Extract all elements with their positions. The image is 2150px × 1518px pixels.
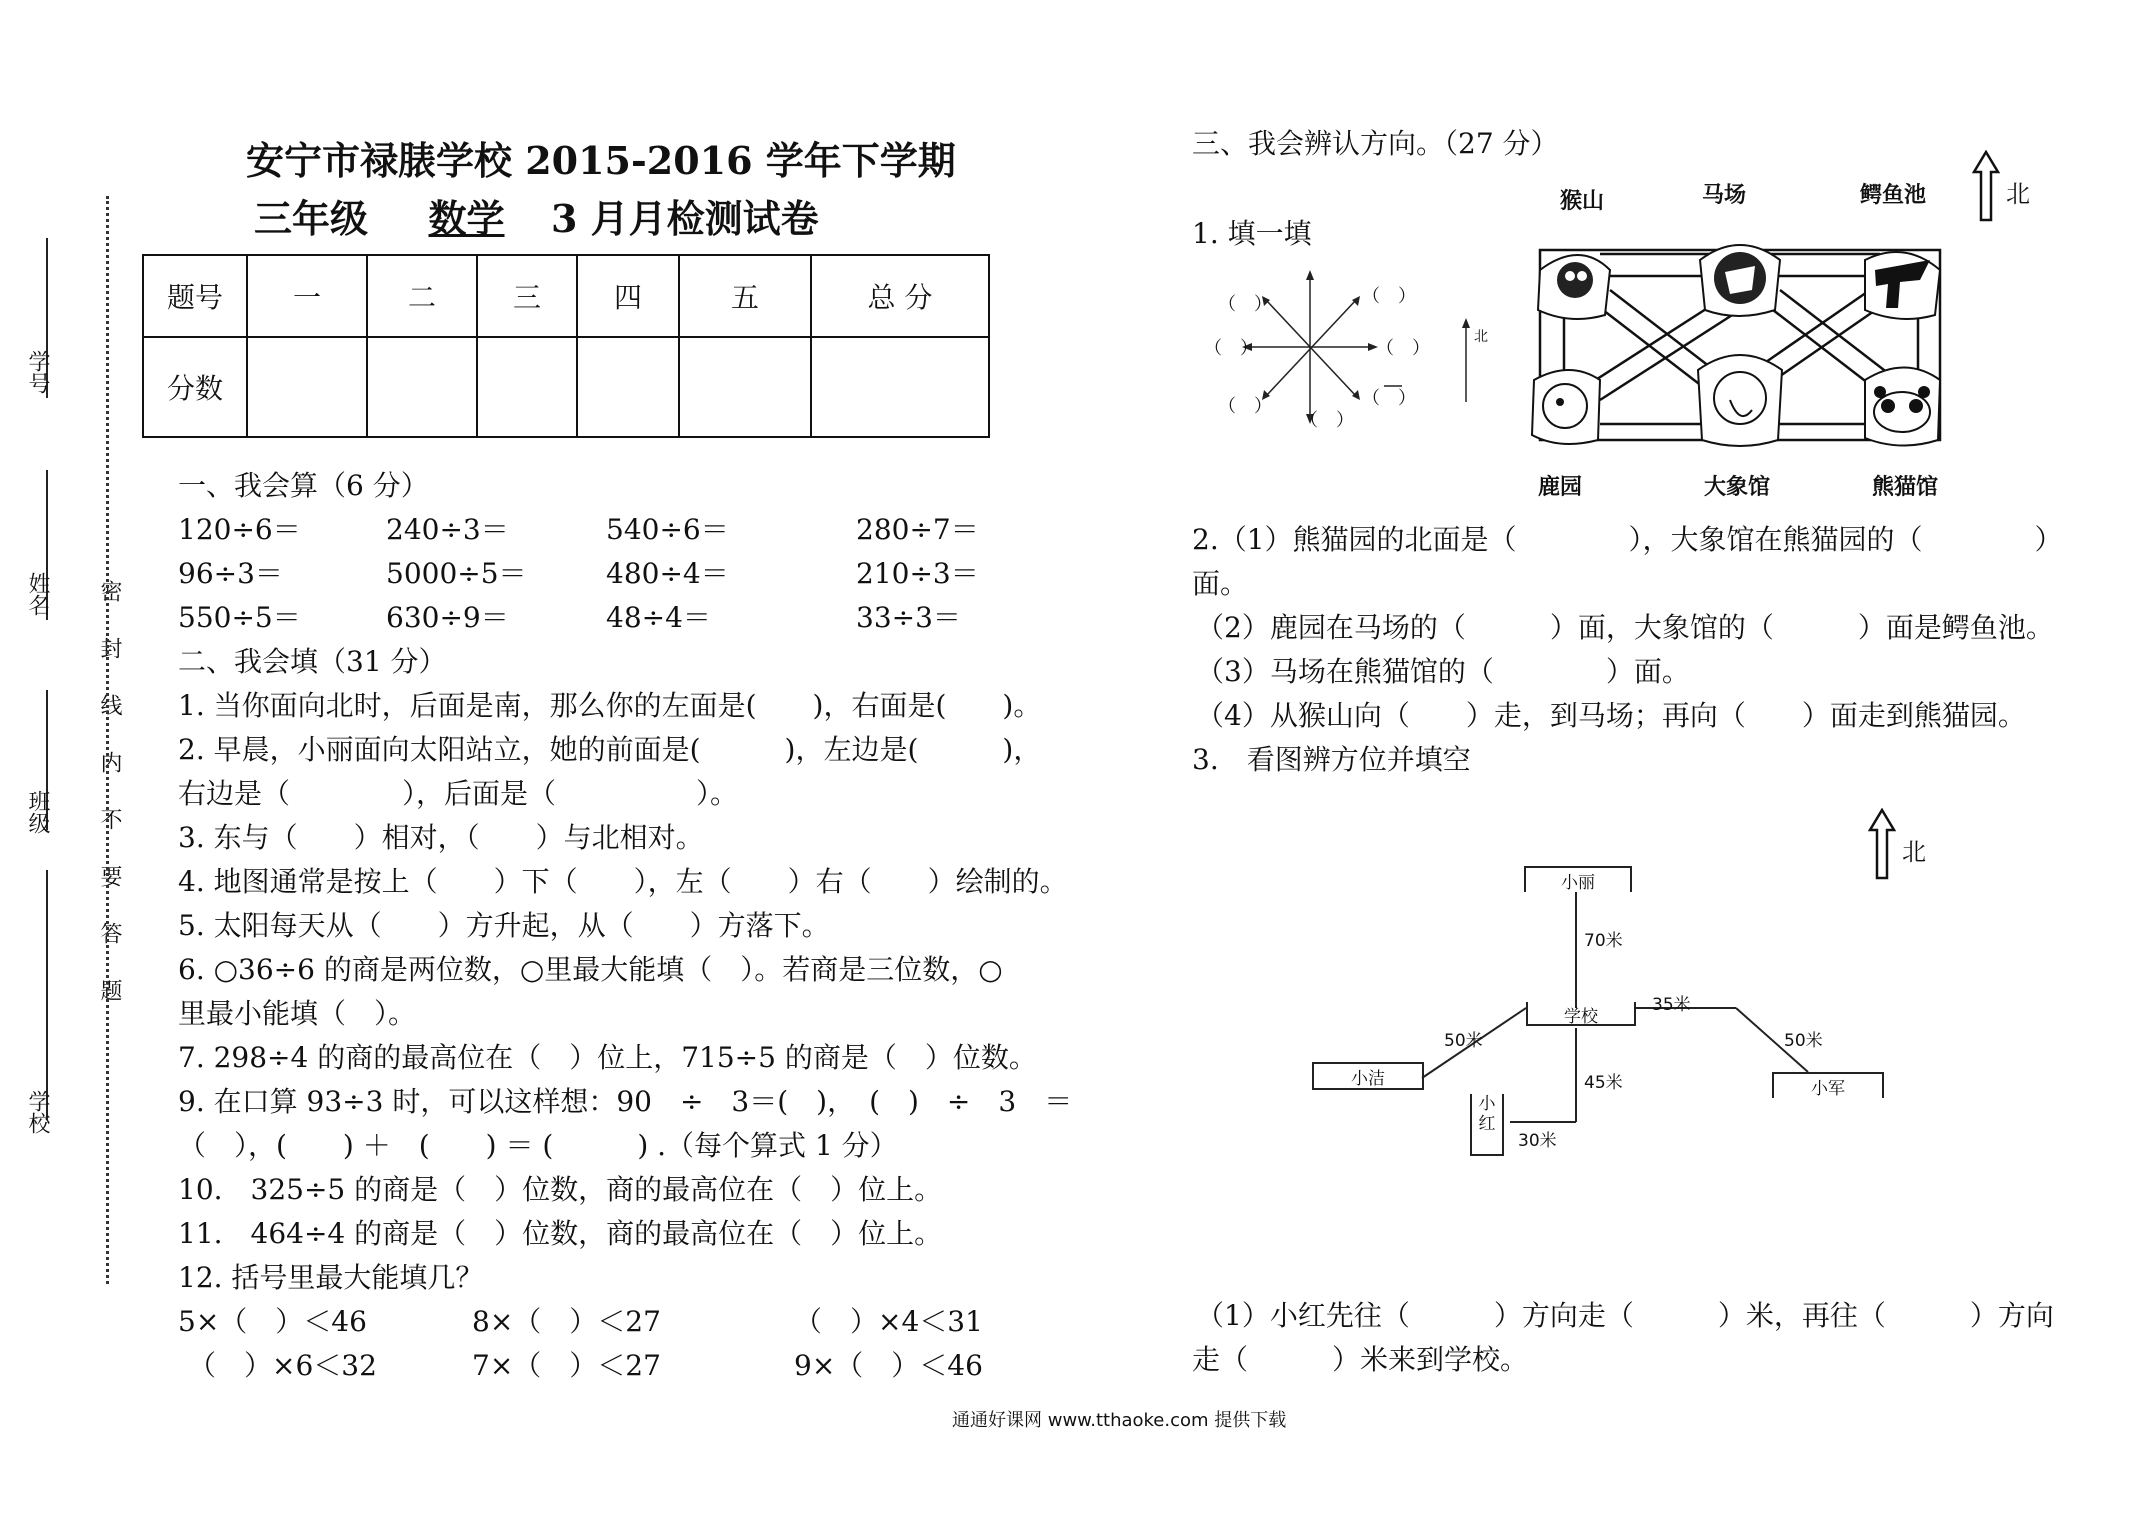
calc-item: 120÷6＝ — [178, 513, 301, 546]
map-label-elephant-hall: 大象馆 — [1704, 475, 1771, 500]
fill-question: 3. 东与（ ）相对，（ ）与北相对。 — [178, 821, 704, 854]
seal-dotted-line — [106, 196, 109, 1284]
north-label: 北 — [2006, 180, 2030, 208]
question2-line: （3）马场在熊猫馆的（ ）面。 — [1196, 655, 1690, 688]
score-cell[interactable] — [811, 337, 989, 437]
fill-question: 4. 地图通常是按上（ ）下（ ），左（ ）右（ ）绘制的。 — [178, 865, 1068, 898]
section3-title: 三、我会辨认方向。（27 分） — [1192, 127, 1559, 160]
distance-label: 45米 — [1584, 1073, 1623, 1093]
fill-question: 7. 298÷4 的商的最高位在（ ）位上，715÷5 的商是（ ）位数。 — [178, 1041, 1037, 1074]
score-header-cell: 总 分 — [811, 255, 989, 337]
question3-title: 3. 看图辨方位并填空 — [1192, 743, 1471, 776]
question2-line: 面。 — [1192, 567, 1249, 600]
score-cell[interactable] — [367, 337, 477, 437]
fill-question: 里最小能填（ ）。 — [178, 997, 417, 1030]
fill-question: （ ），( ) ＋ ( ) ＝ ( ) .（每个算式 1 分） — [178, 1129, 898, 1162]
max-fill-item: 9×（ ）＜46 — [794, 1349, 983, 1382]
student-no-label: 学号 — [25, 350, 50, 394]
question3-line: （1）小红先往（ ）方向走（ ）米，再往（ ）方向 — [1196, 1299, 2054, 1332]
section2-title: 二、我会填（31 分） — [178, 645, 447, 678]
calc-item: 280÷7＝ — [856, 513, 979, 546]
max-fill-item: （ ）×6＜32 — [188, 1349, 377, 1382]
calc-item: 540÷6＝ — [606, 513, 729, 546]
score-header-cell: 五 — [679, 255, 811, 337]
score-header-cell: 三 — [477, 255, 577, 337]
map-label-crocodile-pool: 鳄鱼池 — [1860, 183, 1927, 208]
compass-paren: （ ） — [1218, 294, 1272, 315]
fill-question: 5. 太阳每天从（ ）方升起，从（ ）方落下。 — [178, 909, 830, 942]
calc-item: 5000÷5＝ — [386, 557, 527, 590]
distance-label: 50米 — [1784, 1031, 1823, 1051]
place-xiaojun: 小军 — [1772, 1072, 1884, 1098]
fill-question: 6. ○36÷6 的商是两位数，○里最大能填（ ）。若商是三位数，○ — [178, 953, 1003, 986]
class-label: 班级 — [25, 790, 50, 834]
max-fill-item: 7×（ ）＜27 — [472, 1349, 661, 1382]
question3-line: 走（ ）米来到学校。 — [1192, 1343, 1529, 1376]
distance-label: 30米 — [1518, 1131, 1557, 1151]
fill-question: 9. 在口算 93÷3 时，可以这样想：90 ÷ 3＝( )， ( ) ÷ 3 ＝ — [178, 1085, 1073, 1118]
exam-name: 3 月月检测试卷 — [550, 196, 819, 241]
subject: 数学 — [428, 196, 505, 241]
compass-paren: （ ） — [1204, 338, 1258, 359]
question2-line: 2.（1）熊猫园的北面是（ ），大象馆在熊猫园的（ ） — [1192, 523, 2063, 556]
grade: 三年级 — [254, 196, 369, 241]
score-cell[interactable] — [247, 337, 367, 437]
distance-label: 70米 — [1584, 931, 1623, 951]
name-label: 姓名 — [25, 572, 50, 616]
place-xiaohong: 小红 — [1470, 1094, 1504, 1156]
score-cell[interactable] — [679, 337, 811, 437]
compass-paren: （ ） — [1362, 388, 1416, 409]
fill-question: 10. 325÷5 的商是（ ）位数，商的最高位在（ ）位上。 — [178, 1173, 943, 1206]
calc-item: 480÷4＝ — [606, 557, 729, 590]
compass-paren: （ ） — [1362, 286, 1416, 307]
deer-icon — [1532, 370, 1600, 444]
exam-title-line2 — [254, 188, 819, 243]
fill-question: 1. 当你面向北时，后面是南，那么你的左面是( )，右面是( )。 — [178, 689, 1042, 722]
footer-credit: 通通好课网 www.tthaoke.com 提供下载 — [952, 1410, 1287, 1431]
compass-paren: （ ） — [1300, 410, 1354, 431]
calc-item: 550÷5＝ — [178, 601, 301, 634]
place-school: 学校 — [1526, 1002, 1636, 1026]
score-row-label: 分数 — [143, 337, 247, 437]
zoo-map — [1520, 230, 1960, 470]
compass-paren: （ ） — [1376, 338, 1430, 359]
map-label-panda-hall: 熊猫馆 — [1872, 475, 1939, 500]
distance-label: 50米 — [1444, 1031, 1483, 1051]
score-header-cell: 二 — [367, 255, 477, 337]
map-label-deer-park: 鹿园 — [1538, 475, 1583, 500]
calc-item: 210÷3＝ — [856, 557, 979, 590]
calc-item: 630÷9＝ — [386, 601, 509, 634]
calc-item: 240÷3＝ — [386, 513, 509, 546]
panda-icon — [1865, 368, 1940, 446]
school-line — [46, 870, 48, 1120]
place-xiaojie: 小洁 — [1312, 1062, 1424, 1090]
fill-question: 12. 括号里最大能填几？ — [178, 1261, 484, 1294]
exam-title-line1: 安宁市禄脿学校 2015-2016 学年下学期 — [246, 138, 956, 183]
north-arrow-icon — [1972, 150, 2000, 222]
score-cell[interactable] — [577, 337, 679, 437]
map-label-monkey-hill: 猴山 — [1560, 189, 1605, 214]
monkey-icon — [1538, 255, 1610, 319]
question2-line: （2）鹿园在马场的（ ）面，大象馆的（ ）面是鳄鱼池。 — [1196, 611, 2054, 644]
north-label: 北 — [1902, 838, 1926, 866]
map-label-horse-farm: 马场 — [1702, 183, 1747, 208]
max-fill-item: （ ）×4＜31 — [794, 1305, 983, 1338]
score-header-cell: 一 — [247, 255, 367, 337]
crocodile-icon — [1865, 252, 1940, 319]
question1-label: 1. 填一填 — [1192, 217, 1312, 250]
school-label: 学校 — [25, 1090, 50, 1134]
calc-item: 48÷4＝ — [606, 601, 711, 634]
max-fill-item: 8×（ ）＜27 — [472, 1305, 661, 1338]
section1-title: 一、我会算（6 分） — [178, 469, 429, 502]
score-header-cell: 四 — [577, 255, 679, 337]
score-cell[interactable] — [477, 337, 577, 437]
seal-line-notice: 密 封 线 内 不 要 答 题 — [97, 580, 122, 1015]
score-header-cell: 题号 — [143, 255, 247, 337]
max-fill-item: 5×（ ）＜46 — [178, 1305, 367, 1338]
horse-icon — [1700, 245, 1780, 316]
compass-north-label: 北 — [1474, 329, 1488, 345]
calc-item: 33÷3＝ — [856, 601, 961, 634]
elephant-icon — [1698, 355, 1782, 446]
question2-line: （4）从猴山向（ ）走，到马场；再向（ ）面走到熊猫园。 — [1196, 699, 2026, 732]
score-table — [142, 254, 990, 438]
calc-item: 96÷3＝ — [178, 557, 283, 590]
distance-label: 35米 — [1652, 995, 1691, 1015]
compass-paren: （ ） — [1218, 396, 1272, 417]
fill-question: 2. 早晨，小丽面向太阳站立，她的前面是( )，左边是( )， — [178, 733, 1042, 766]
fill-question: 右边是（ ），后面是（ ）。 — [178, 777, 739, 810]
place-xiaoli: 小丽 — [1524, 866, 1632, 892]
fill-question: 11. 464÷4 的商是（ ）位数，商的最高位在（ ）位上。 — [178, 1217, 943, 1250]
